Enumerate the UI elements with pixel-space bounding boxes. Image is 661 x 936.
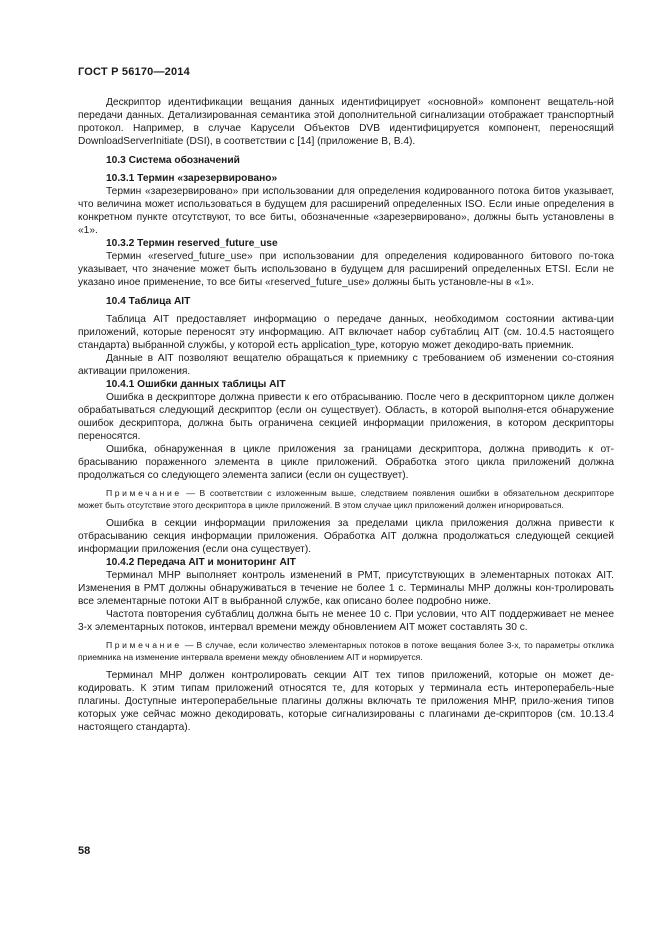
note-text: — В соответствии с изложенным выше, следствием появления ошибки в обязательном дескрипторе может быть отсутствие этого дескриптора в цикле приложений. В этом случае цикл приложений должен игнорироваться.	[78, 488, 614, 510]
note-text: — В случае, если количество элементарных потоков в потоке вещания более 3-х, то параметры отклика приемника на изменение интервала времени между обновлением AIT и нормируется.	[78, 640, 614, 662]
paragraph: Ошибка, обнаруженная в цикле приложения за границами дескриптора, должна приводить к от-брасыванию пораженного элемента в цикле приложений. Обработка этого цикла приложений должна продолжаться со следующего элемента записи (если он существует).	[78, 444, 614, 481]
paragraph: Таблица AIT предоставляет информацию о передаче данных, необходимом состоянии актива-ции приложений, которые переносят эту информацию. AIT включает набор субтаблиц AIT (см. 10.4.5 настоящего стандарта) выбранной службы, у которой есть application_type, которую может декодиро-вать приемник.	[78, 314, 614, 351]
paragraph: Ошибка в секции информации приложения за пределами цикла приложения должна привести к отбрасыванию секция информации приложения. Обработка AIT должна продолжаться следующей секцией информации приложения (если она существует).	[78, 518, 614, 556]
section-heading: 10.4 Таблица AIT	[106, 296, 191, 307]
paragraph: Частота повторения субтаблиц должна быть не менее 10 с. При условии, что AIT поддерживает не менее 3-х элементарных потоков, интервал времени между обновлением AIT может составлять 30 с.	[78, 609, 614, 634]
note	[78, 488, 614, 511]
paragraph: Ошибка в дескрипторе должна привести к его отбрасыванию. После чего в дескрипторном цикле должен обрабатываться следующий дескриптор (если он существует). Область, в которой выполня-ется обнаружение ошибок дескриптора, должна быть ограничена секцией информации приложения, в котором дескрипторы переносятся.	[78, 392, 614, 442]
document-body	[78, 96, 614, 734]
document-header: ГОСТ Р 56170—2014	[78, 66, 190, 78]
subsection-heading: 10.4.1 Ошибки данных таблицы AIT	[106, 379, 286, 390]
section-heading: 10.3 Система обозначений	[106, 155, 240, 166]
note-label: Примечание	[106, 488, 182, 498]
subsection-heading: 10.3.2 Термин reserved_future_use	[106, 238, 278, 249]
paragraph: Термин «зарезервировано» при использовании для определения кодированного потока битов указывает, что величина может использоваться в будущем для расширений определенных ISO. Если иные определения в конкретном пункте отсутствуют, то все биты, обозначенные «зарезервировано», должны быть установлены в «1».	[78, 186, 614, 236]
subsection-heading: 10.4.2 Передача AIT и мониторинг AIT	[106, 557, 296, 569]
paragraph: Терминал МНР выполняет контроль изменений в PMT, присутствующих в элементарных потоках AIT. Изменения в PMT должны обнаруживаться в течение не более 1 с. Терминалы МНР должны кон-тролировать все элементарные потоки AIT в выбранной службе, как описано более подробно ниже.	[78, 570, 614, 608]
page-number: 58	[78, 845, 91, 857]
paragraph: Дескриптор идентификации вещания данных идентифицирует «основной» компонент вещатель-ной передачи данных. Детализированная семантика этой дополнительной сигнализации отображает транспортный протокол. Например, в случае Карусели Объектов DVB идентифицируется компонент, переносящий DownloadServerInitiate (DSI), в соответствии с [14] (приложение В, В.4).	[78, 97, 614, 147]
subsection-heading: 10.3.1 Термин «зарезервировано»	[106, 173, 278, 184]
paragraph: Терминал МНР должен контролировать секции AIT тех типов приложений, которые он может де-кодировать. К этим типам приложений относятся те, для которых у терминала есть интероперабель-ные плагины. Доступные интероперабельные плагины должны включать те приложения МНР, прило-жения типов которых уже сейчас можно декодировать, которые сигнализированы с плагинами де-скрипторов (см. 10.13.4 настоящего стандарта).	[78, 670, 614, 734]
note-label: Примечание	[106, 640, 182, 651]
note	[78, 640, 614, 663]
paragraph: Термин «reserved_future_use» при использовании для определения кодированного битового по-тока указывает, что значение может быть использовано в будущем для расширений определенных ETSI. Если не указано иное применение, то все биты «reserved_future_use» должны быть установле-ны в «1».	[78, 251, 614, 288]
paragraph: Данные в AIT позволяют вещателю обращаться к приемнику с требованием об изменении со-стояния активации приложения.	[78, 353, 614, 377]
